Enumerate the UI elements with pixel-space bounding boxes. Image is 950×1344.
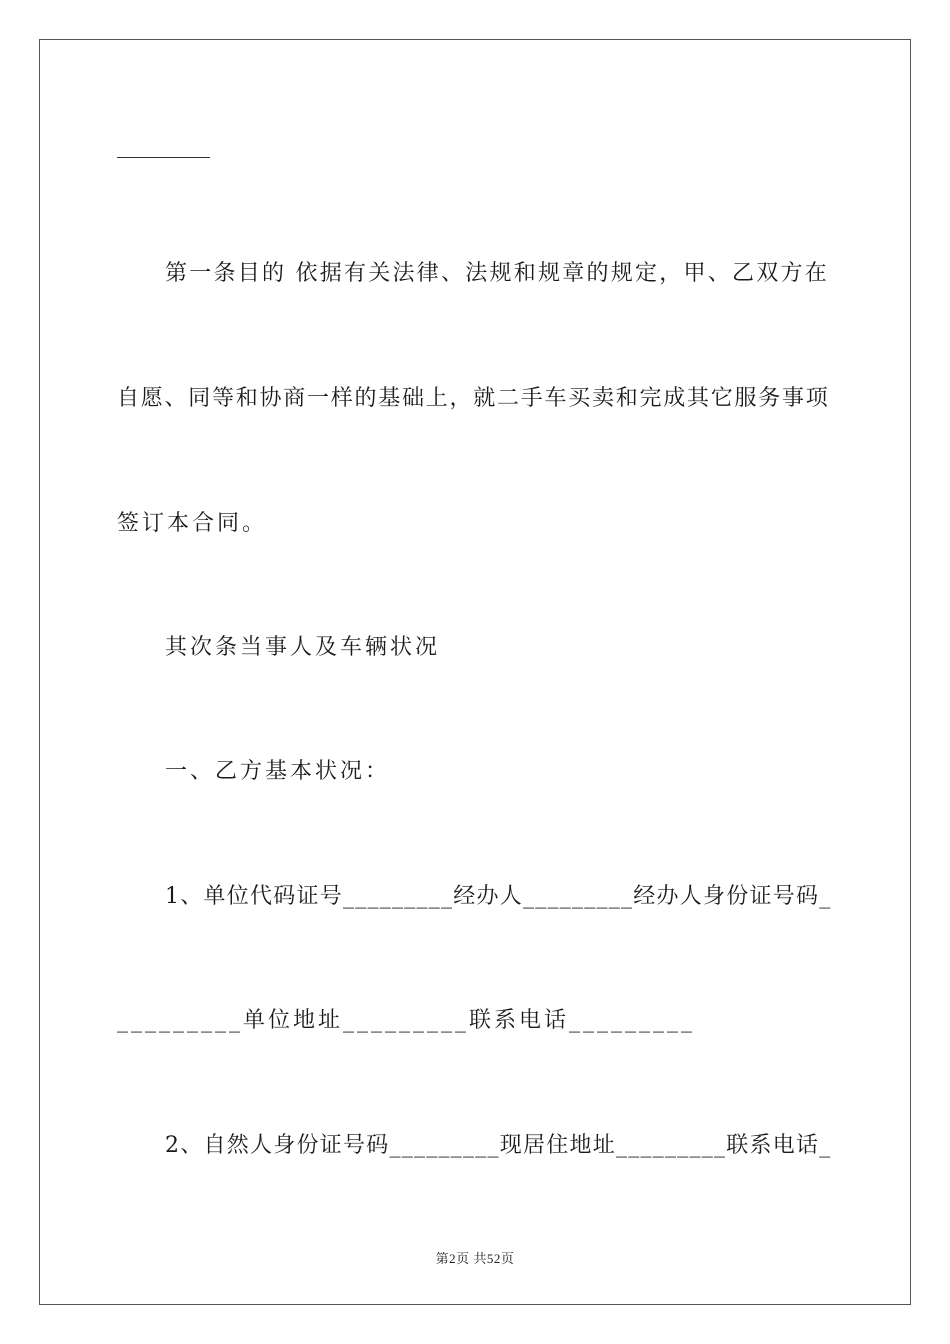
page-number-footer: 第2页 共52页 [435, 1251, 515, 1266]
fill-in-blank-line [117, 157, 210, 158]
article-1-line-3: 签订本合同。 [117, 511, 268, 536]
page-border [39, 39, 911, 1305]
item-1-line-1: 1、单位代码证号_________经办人_________经办人身份证号码_ [165, 884, 832, 909]
party-b-heading: 一、乙方基本状况： [165, 759, 391, 784]
article-2-heading: 其次条当事人及车辆状况 [165, 635, 441, 660]
item-2-line-1: 2、自然人身份证号码_________现居住地址_________联系电话_ [165, 1133, 832, 1158]
article-1-line-1: 第一条目的 依据有关法律、法规和规章的规定，甲、乙双方在 [165, 261, 829, 286]
article-1-line-2: 自愿、同等和协商一样的基础上，就二手车买卖和完成其它服务事项 [117, 386, 830, 411]
item-1-line-2: _________单位地址_________联系电话_________ [117, 1008, 696, 1033]
